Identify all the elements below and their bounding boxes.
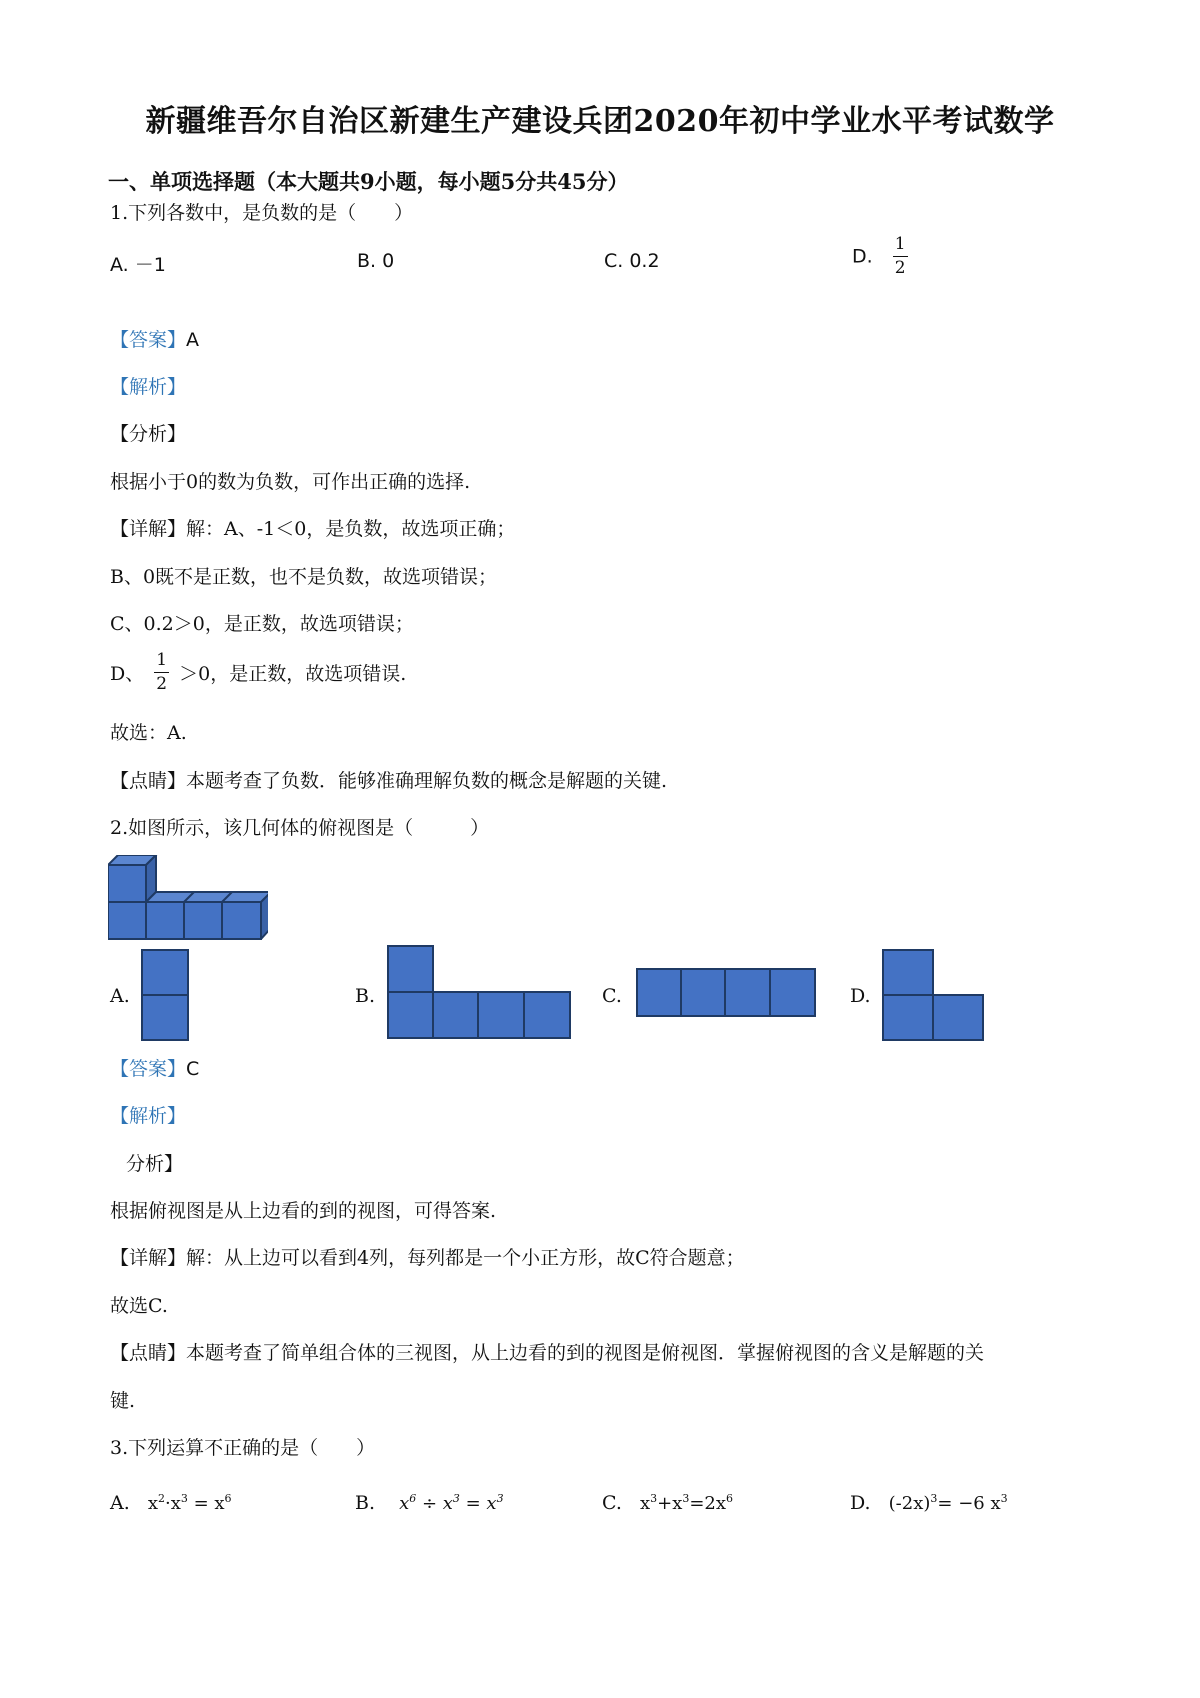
q3-option-b bbox=[355, 1492, 504, 1514]
q3-option-d-expression: $(-2x)^3= -6$ $x^3$ bbox=[888, 1492, 1008, 1514]
option-label: C. bbox=[602, 1492, 622, 1514]
q2-option-a-label: A. bbox=[110, 985, 130, 1007]
q1-c-line: C、0.2＞0，是正数，故选项错误； bbox=[110, 613, 414, 635]
q1-option-b: B. 0 bbox=[357, 250, 395, 272]
q2-option-b-figure bbox=[387, 945, 571, 1039]
q2-option-c-label: C. bbox=[602, 985, 622, 1007]
q1-analysis-text: 根据小于0的数为负数，可作出正确的选择. bbox=[110, 471, 471, 493]
q2-option-c-figure bbox=[636, 968, 816, 1018]
q1-option-d-label: D. bbox=[852, 245, 873, 268]
q2-option-b-label: B. bbox=[355, 985, 376, 1007]
fraction-numerator: 1 bbox=[893, 236, 908, 257]
q2-comment-line-2: 键. bbox=[110, 1390, 136, 1412]
q2-stem: 2.如图所示，该几何体的俯视图是（ ） bbox=[110, 817, 490, 839]
fraction-numerator: 1 bbox=[154, 652, 169, 673]
q1-comment: 【点睛】本题考查了负数．能够准确理解负数的概念是解题的关键. bbox=[110, 770, 668, 792]
answer-tag: 【答案】 bbox=[110, 1058, 187, 1080]
q3-option-a-expression: $x^2\cdot x^3 = x^6$ bbox=[147, 1492, 232, 1514]
section-heading: 一、单项选择题（本大题共9小题，每小题5分共45分） bbox=[108, 169, 629, 194]
option-label: A. bbox=[110, 1492, 130, 1514]
q3-option-c-expression: $x^3+x^3=2x^6$ bbox=[639, 1492, 734, 1514]
q1-analysis-head: 【分析】 bbox=[110, 423, 187, 445]
answer-value: C bbox=[186, 1058, 200, 1080]
fraction-denominator: 2 bbox=[894, 258, 906, 278]
fraction-denominator: 2 bbox=[156, 674, 168, 694]
q2-choose: 故选C. bbox=[110, 1295, 168, 1317]
q1-d-line bbox=[110, 652, 406, 693]
solid-figure bbox=[108, 855, 268, 940]
q2-detail: 【详解】解：从上边可以看到4列，每列都是一个小正方形，故C符合题意； bbox=[110, 1247, 745, 1269]
d-line-suffix: ＞0，是正数，故选项错误. bbox=[179, 663, 407, 685]
fraction bbox=[154, 652, 169, 693]
q2-analysis-head: 分析】 bbox=[126, 1153, 184, 1175]
q2-answer bbox=[110, 1054, 199, 1081]
option-label: B. bbox=[355, 1492, 376, 1514]
q1-analysis-tag: 【解析】 bbox=[110, 376, 187, 398]
q2-comment-line-1: 【点睛】本题考查了简单组合体的三视图，从上边看的到的视图是俯视图．掌握俯视图的含义是解题的关 bbox=[110, 1342, 985, 1364]
option-label: D. bbox=[850, 1492, 871, 1514]
q2-analysis-text: 根据俯视图是从上边看的到的视图，可得答案. bbox=[110, 1200, 497, 1222]
q2-analysis-tag: 【解析】 bbox=[110, 1105, 187, 1127]
q1-answer bbox=[110, 325, 199, 352]
q1-choose: 故选：A. bbox=[110, 722, 187, 744]
q2-option-a-figure bbox=[141, 949, 189, 1041]
q2-option-d-figure bbox=[882, 949, 984, 1041]
q3-stem: 3.下列运算不正确的是（ ） bbox=[110, 1437, 376, 1459]
q3-option-a bbox=[110, 1492, 232, 1514]
q1-option-c: C. 0.2 bbox=[604, 250, 660, 272]
fraction bbox=[893, 236, 908, 277]
d-line-prefix: D、 bbox=[110, 663, 145, 685]
q2-option-d-label: D. bbox=[850, 985, 871, 1007]
q3-option-b-expression: $x^6 \div x^3 = x^3$ bbox=[399, 1492, 504, 1514]
answer-tag: 【答案】 bbox=[110, 329, 187, 351]
q1-b-line: B、0既不是正数，也不是负数，故选项错误； bbox=[110, 566, 498, 588]
answer-value: A bbox=[186, 329, 200, 351]
q1-detail: 【详解】解：A、-1＜0，是负数，故选项正确； bbox=[110, 518, 516, 540]
q3-option-d bbox=[850, 1492, 1008, 1514]
document-title: 新疆维吾尔自治区新建生产建设兵团2020年初中学业水平考试数学 bbox=[145, 104, 1055, 139]
q3-option-c bbox=[602, 1492, 733, 1514]
q1-option-a: A. －1 bbox=[110, 254, 166, 276]
q1-stem: 1.下列各数中，是负数的是（ ） bbox=[110, 202, 414, 224]
q1-option-d bbox=[852, 236, 908, 277]
